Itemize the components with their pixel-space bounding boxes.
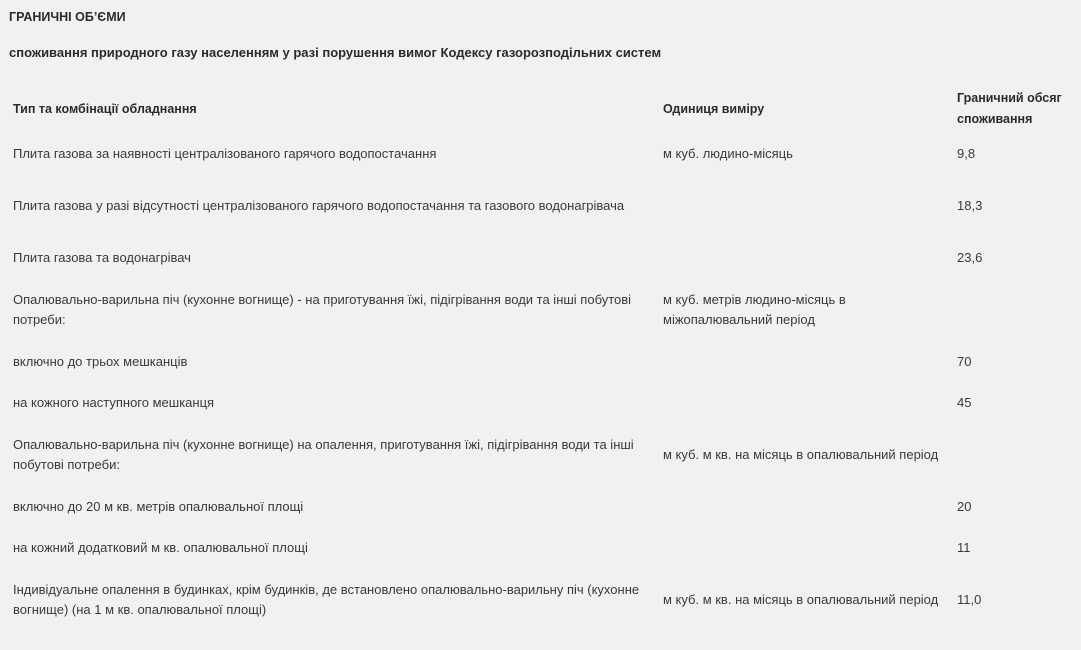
cell-limit: 23,6 <box>957 249 983 265</box>
cell-equipment: на кожного наступного мешканця <box>13 394 215 410</box>
cell-equipment: Плита газова та водонагрівач <box>13 249 191 265</box>
table-row <box>6 341 1081 382</box>
header-unit: Одиниця виміру <box>663 102 765 116</box>
table-row <box>6 278 1081 341</box>
cell-equipment: на кожний додатковий м кв. опалювальної площі <box>13 539 308 555</box>
consumption-limits-table <box>6 85 1081 631</box>
table-row <box>6 527 1081 568</box>
cell-equipment: Опалювально-варильна піч (кухонне вогнище) на опалення, приготування їжі, підігрівання води та інші побутові потреби: <box>13 436 634 472</box>
header-equipment: Тип та комбінації обладнання <box>13 102 197 116</box>
cell-limit: 11 <box>957 539 971 555</box>
cell-unit <box>656 174 950 237</box>
cell-unit: м куб. м кв. на місяць в опалювальний період <box>663 446 939 462</box>
cell-unit <box>656 527 950 568</box>
cell-equipment: Індивідуальне опалення в будинках, крім будинків, де встановлено опалювально-варильну піч (кухонне вогнище) (на 1 м кв. опалювальної площі) <box>13 581 640 617</box>
cell-equipment: Плита газова у разі відсутності централізованого гарячого водопостачання та газового водонагрівача <box>13 197 625 213</box>
table-row <box>6 382 1081 423</box>
cell-limit: 20 <box>957 498 972 514</box>
cell-equipment: Опалювально-варильна піч (кухонне вогнище) - на приготування їжі, підігрівання води та інші побутові потреби: <box>13 291 632 327</box>
document-title: ГРАНИЧНІ ОБ’ЄМИ <box>9 10 126 24</box>
header-limit: Граничний обсяг споживання <box>957 91 1062 126</box>
table-row <box>6 237 1081 278</box>
cell-limit <box>950 423 1081 486</box>
table-row <box>6 133 1081 174</box>
cell-limit: 70 <box>957 353 972 369</box>
cell-unit <box>656 486 950 527</box>
cell-unit <box>656 382 950 423</box>
cell-limit: 9,8 <box>957 145 976 161</box>
cell-limit: 18,3 <box>957 197 983 213</box>
cell-unit: м куб. метрів людино-місяць в міжопалювальний період <box>663 291 846 327</box>
cell-limit: 45 <box>957 394 972 410</box>
table-header-row <box>6 85 1081 133</box>
cell-unit: м куб. людино-місяць <box>663 145 793 161</box>
cell-unit <box>656 237 950 278</box>
table-row <box>6 568 1081 631</box>
document-subtitle: споживання природного газу населенням у разі порушення вимог Кодексу газорозподільних систем <box>9 45 662 60</box>
table-row <box>6 486 1081 527</box>
table-row <box>6 423 1081 486</box>
cell-equipment: включно до 20 м кв. метрів опалювальної площі <box>13 498 304 514</box>
table-row <box>6 174 1081 237</box>
cell-equipment: включно до трьох мешканців <box>13 353 188 369</box>
cell-equipment: Плита газова за наявності централізованого гарячого водопостачання <box>13 145 437 161</box>
cell-unit <box>656 341 950 382</box>
cell-unit: м куб. м кв. на місяць в опалювальний період <box>663 591 939 607</box>
cell-limit: 11,0 <box>957 591 982 607</box>
cell-limit <box>950 278 1081 341</box>
